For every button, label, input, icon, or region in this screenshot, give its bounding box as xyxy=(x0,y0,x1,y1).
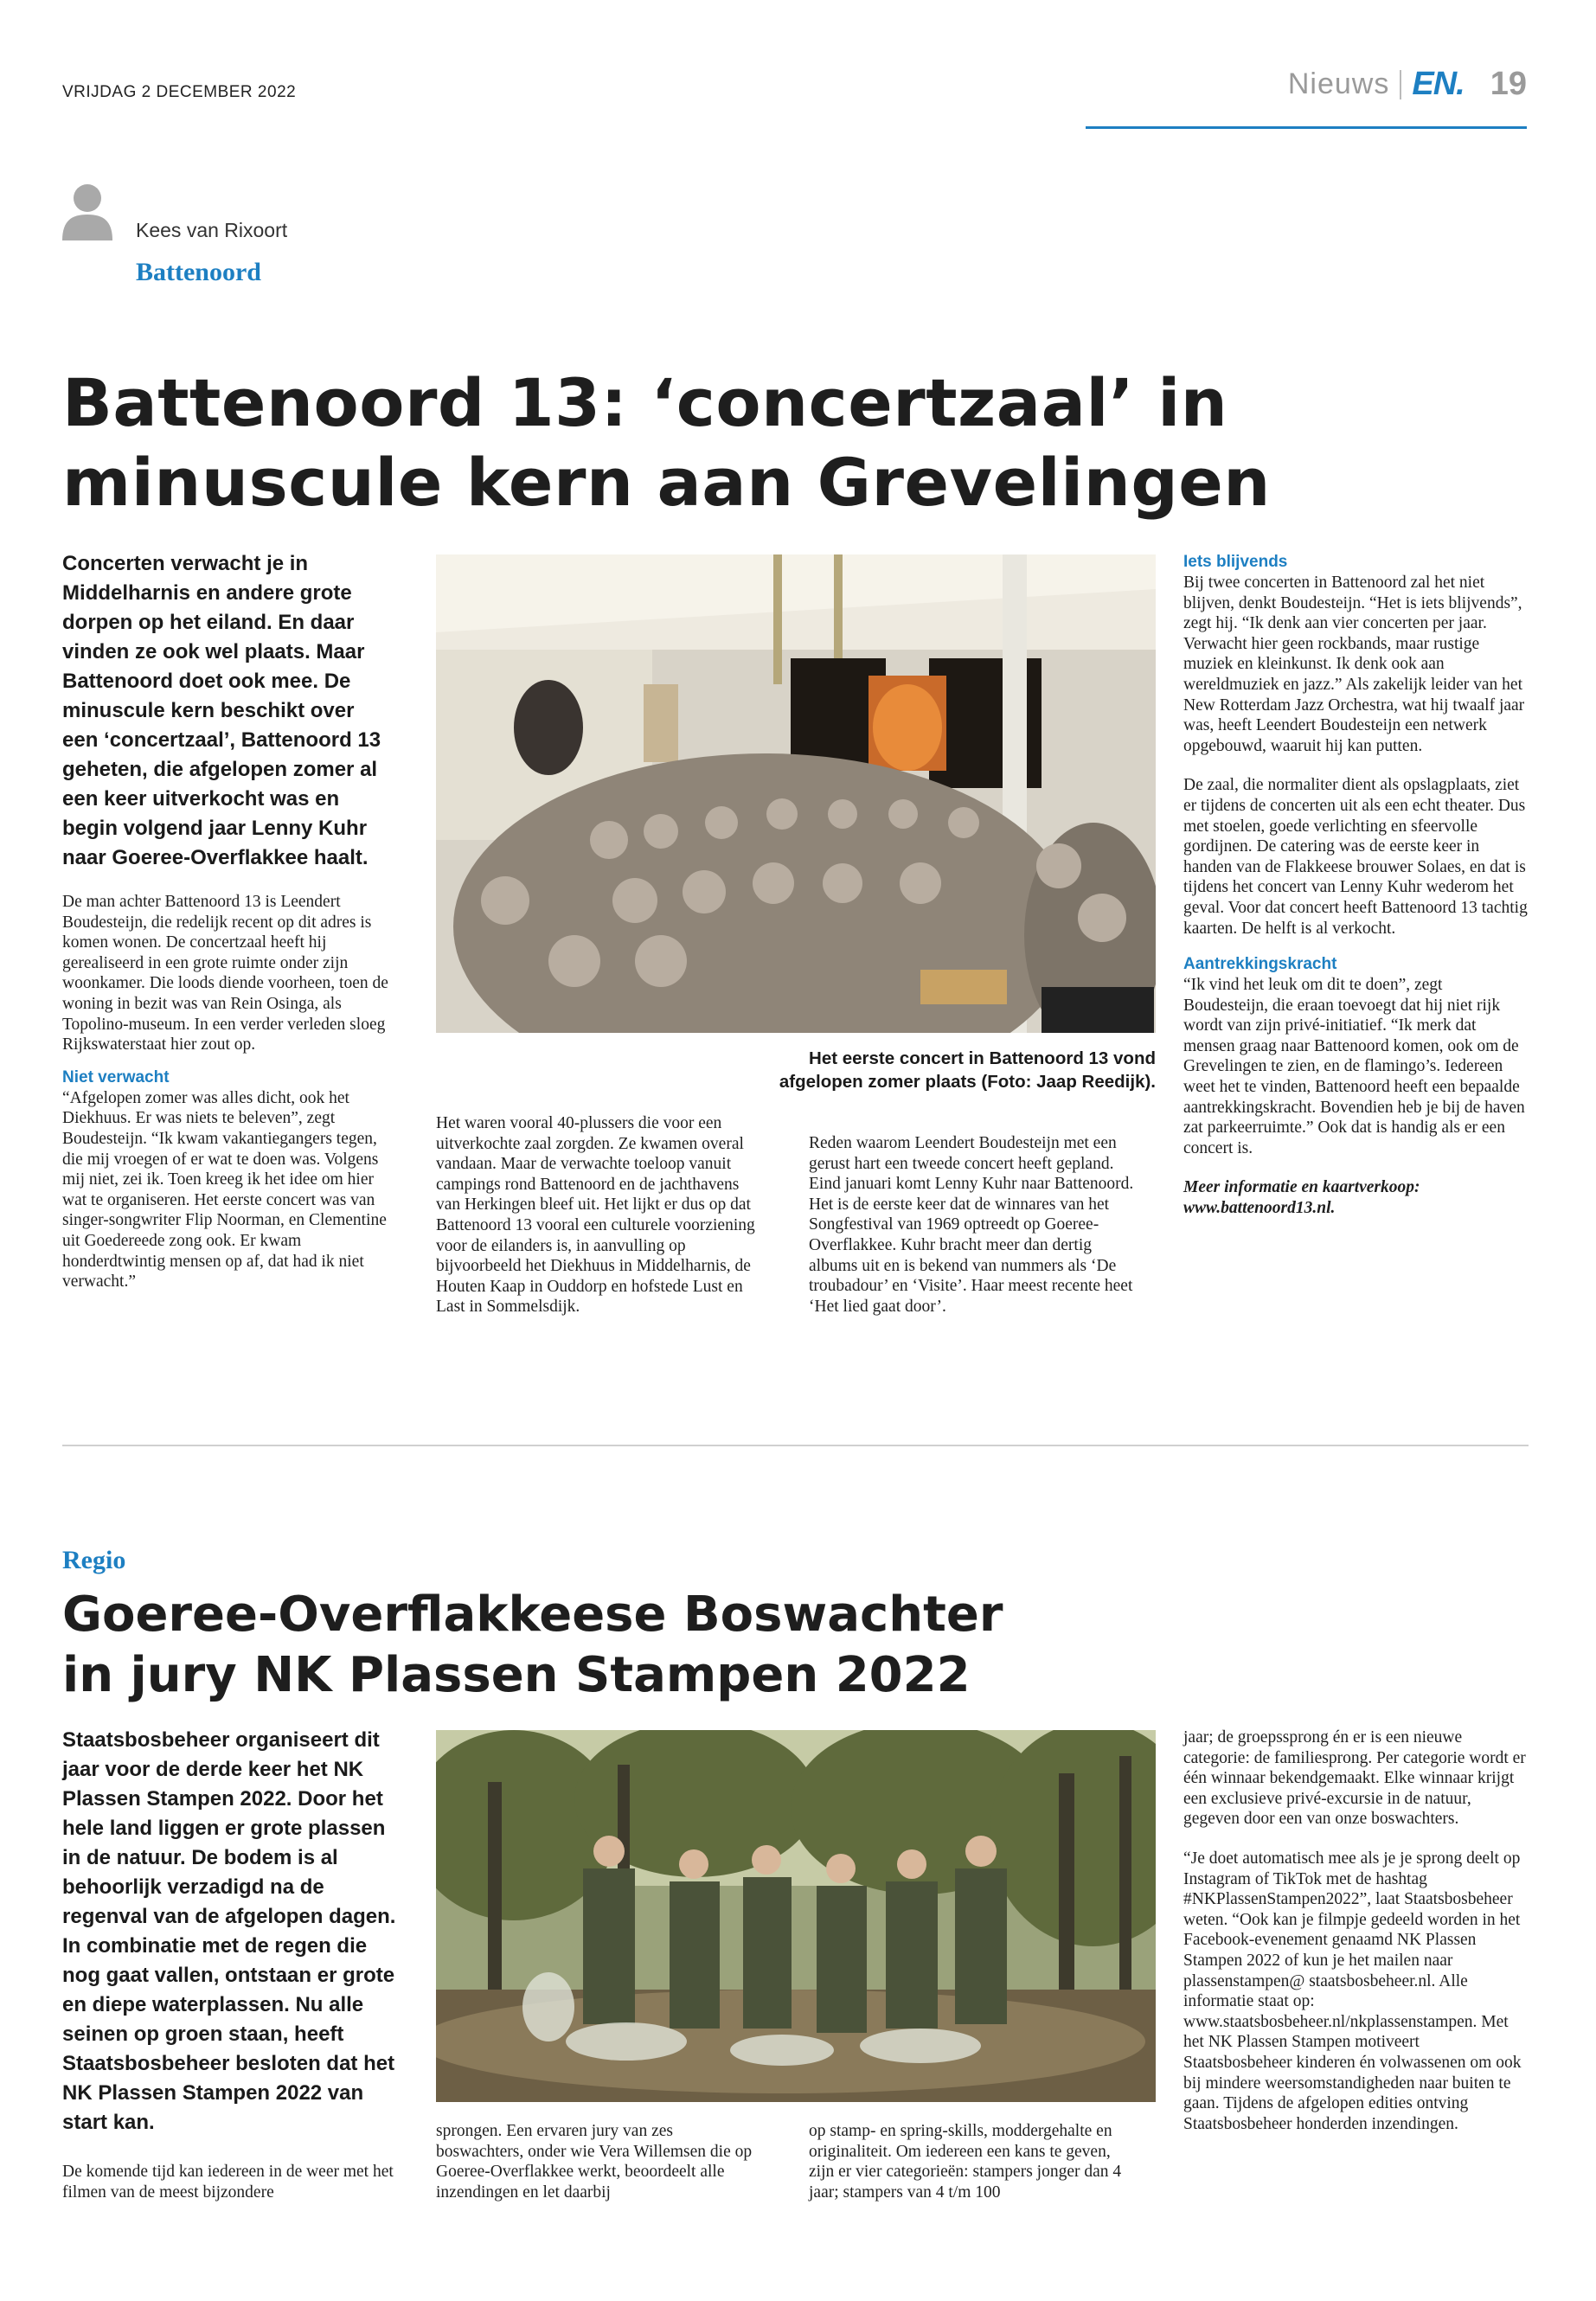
more-info-url[interactable]: www.battenoord13.nl. xyxy=(1183,1199,1336,1218)
article1-column-2 xyxy=(436,1113,765,1317)
article2-col1-para: De komende tijd kan iedereen in de weer met het filmen van de meest bijzondere xyxy=(62,2163,394,2202)
article2-headline xyxy=(62,1585,1014,1706)
header-rule xyxy=(1086,126,1527,129)
article1-column-4 xyxy=(1183,552,1529,1219)
more-info-label: Meer informatie en kaartverkoop: xyxy=(1183,1178,1420,1197)
article1-col3-para: Reden waarom Leendert Boudesteijn met een gerust hart een tweede concert heeft gepland. Eind januari komt Lenny Kuhr naar Battenoord. Het is de eerste keer dat de winnares van het Songfestival van 1969 optreedt op Goeree-Overflakkee. Kuhr bracht meer dan dertig albums uit en is bekend van nummers als ‘De troubadour’ en ‘Visite’. Haar meest recente heet ‘Het lied gaat door’. xyxy=(809,1134,1134,1316)
article2-col4-para1: jaar; de groepssprong én er is een nieuwe categorie: de familiesprong. Per categorie wordt er één winnaar bekendgemaakt. Elke winnaar krijgt een exclusieve privé-excursie in de natuur, gegeven door een van onze boswachters. xyxy=(1183,1728,1526,1829)
boswachters-photo xyxy=(436,1730,1156,2102)
article1-headline xyxy=(62,363,1360,522)
article2-column-4 xyxy=(1183,1727,1529,2134)
article1-subheading-aantrekkingskracht: Aantrekkingskracht xyxy=(1183,955,1337,974)
concert-photo-caption xyxy=(436,1047,1156,1093)
article1-more-info xyxy=(1183,1177,1529,1218)
article2-col4-para2: “Je doet automatisch mee als je je sprong deelt op Instagram of TikTok met de hashtag #NKPlassenStampen2022”, laat Staatsbosbeheer weten. “Ook kan je filmpje gedeeld worden in het Facebook-evenement genaamd NK Plassen Stampen 2022 of kun je het mailen naar plassenstampen@ staatsbosbeheer.nl. Alle informatie staat op: www.staatsbosbeheer.nl/nkplassenstampen. Met het NK Plassen Stampen motiveert Staatsbosbeheer kinderen én volwassenen om ook bij mindere weersomstandigheden naar buiten te gaan. Tijdens de afgelopen edities ontving Staatsbosbeheer honderden inzendingen. xyxy=(1183,1849,1522,2133)
concert-photo xyxy=(436,554,1156,1033)
article1-column-1 xyxy=(62,549,391,1292)
article2-col2-para: sprongen. Een ervaren jury van zes boswachters, onder wie Vera Willemsen die op Goeree-Overflakkee werkt, beoordeelt alle inzendingen en let daarbij xyxy=(436,2122,753,2202)
article2-intro: Staatsbosbeheer organiseert dit jaar voor de derde keer het NK Plassen Stampen 2022. Door het hele land liggen er grote plassen in de natuur. De bodem is al behoorlijk verzadigd na de regenval van de afgelopen dagen. In combinatie met de regen die nog gaat vallen, ontstaan er grote en diepe waterplassen. Nu alle seinen op groen staan, heeft Staatsbosbeheer besloten dat het NK Plassen Stampen 2022 van start kan. xyxy=(62,1728,396,2134)
article1-headline-line2: minuscule kern aan Grevelingen xyxy=(62,444,1271,521)
article1-col4-para1: Bij twee concerten in Battenoord zal het niet blijven, denkt Boudesteijn. “Het is iets blijvends”, zegt hij. “Ik denk aan vier concerten per jaar. Verwacht hier geen rockbands, maar rustige muziek en kleinkunst. Ik denk ook aan wereldmuziek en jazz.” Als zakelijk leider van het New Rotterdam Jazz Orchestra, wat hij twaalf jaar was, heeft Leendert Boudesteijn een netwerk opgebouwd, waaruit hij kan putten. xyxy=(1183,574,1525,755)
article2-column-2 xyxy=(436,2121,765,2202)
section-name: Nieuws xyxy=(1287,67,1390,100)
header-divider xyxy=(1400,70,1401,99)
article1-subheading-iets-blijvends: Iets blijvends xyxy=(1183,553,1288,571)
newspaper-logo: EN. xyxy=(1412,66,1465,102)
article-divider xyxy=(62,1445,1529,1446)
article1-col4-para2: De zaal, die normaliter dient als opslagplaats, ziet er tijdens de concerten uit als een echt theater. Dus met stoelen, goede verlichting en sfeervolle gordijnen. De catering was de eerste keer in handen van de Flakkeese brouwer Solaes, en dat is tijdens het concert van Lenny Kuhr wederom het geval. Voor dat concert heeft Battenoord 13 tachtig kaarten. De helft is al verkocht. xyxy=(1183,776,1528,938)
article2-headline-line2: in jury NK Plassen Stampen 2022 xyxy=(62,1647,971,1703)
page-header xyxy=(1288,66,1527,103)
author-name: Kees van Rixoort xyxy=(136,219,288,241)
article2-kicker: Regio xyxy=(62,1546,126,1574)
article2-column-1 xyxy=(62,1726,408,2202)
photo-caption-line2: afgelopen zomer plaats (Foto: Jaap Reedijk). xyxy=(779,1072,1156,1092)
article1-headline-line1: Battenoord 13: ‘concertzaal’ in xyxy=(62,364,1228,441)
article2-col3-para: op stamp- en spring-skills, moddergehalte en originaliteit. Om iedereen een kans te geven, zijn er vier categorieën: stampers jonger dan 4 jaar; stampers van 4 t/m 100 xyxy=(809,2122,1122,2202)
author-avatar-icon xyxy=(62,182,112,240)
article1-col4-para3: “Ik vind het leuk om dit te doen”, zegt Boudesteijn, die eraan toevoegt dat hij niet rijk wordt van zijn privé-initiatief. “Ik merk dat mensen graag naar Battenoord komen, ook om de Grevelingen te zien, en de flamingo’s. Iedereen weet het te vinden, Battenoord heeft een bepaalde aantrekkingskracht. Bovendien heb je bij de haven zat parkeerruimte.” Ook dat is handig als er een concert is. xyxy=(1183,976,1525,1157)
article1-col2-para: Het waren vooral 40-plussers die voor een uitverkochte zaal zorgden. Ze kwamen overal vandaan. Maar de verwachte toeloop vanuit campings rond Battenoord en de jachthavens van Herkingen bleef uit. Het lijkt er dus op dat Battenoord 13 vooral een culturele voorziening voor de eilanders is, in aanvulling op bijvoorbeeld het Diekhuus in Middelharnis, de Houten Kaap in Ouddorp en hofstede Lust en Last in Sommelsdijk. xyxy=(436,1114,755,1317)
article1-column-3 xyxy=(809,1133,1138,1317)
page-date: VRIJDAG 2 DECEMBER 2022 xyxy=(62,83,297,101)
page-number: 19 xyxy=(1490,66,1527,102)
article1-intro: Concerten verwacht je in Middelharnis en andere grote dorpen op het eiland. En daar vinden ze ook wel plaats. Maar Battenoord doet ook mee. De minuscule kern beschikt over een ‘concertzaal’, Battenoord 13 geheten, die afgelopen zomer al een keer uitverkocht was en begin volgend jaar Lenny Kuhr naar Goeree-Overflakkee haalt. xyxy=(62,552,381,869)
article1-col1-para2: “Afgelopen zomer was alles dicht, ook het Diekhuus. Er was niets te beleven”, zegt Boudesteijn. “Ik kwam vakantiegangers tegen, die mij vroegen of er wat te doen was. Volgens mij niet, zei ik. Toen kreeg ik het idee om hier wat te organiseren. Het eerste concert was van singer-songwriter Flip Noorman, en Clementine uit Goedereede zong ook. Er kwam honderdtwintig mensen op af, dat had ik niet verwacht.” xyxy=(62,1088,387,1292)
article1-col1-para1: De man achter Battenoord 13 is Leendert Boudesteijn, die redelijk recent op dit adres is komen wonen. De concertzaal heeft hij gerealiseerd in een grote ruimte onder zijn woonkamer. Die loods diende voorheen, toen de woning in bezit was van Rein Osinga, als Topolino-museum. In een verder verleden sloeg Rijkswaterstaat hier zout op. xyxy=(62,893,388,1054)
article1-kicker: Battenoord xyxy=(136,258,261,286)
article2-headline-line1: Goeree-Overflakkeese Boswachter xyxy=(62,1586,1003,1643)
article2-column-3 xyxy=(809,2121,1138,2202)
article1-subheading-niet-verwacht: Niet verwacht xyxy=(62,1067,170,1086)
photo-caption-line1: Het eerste concert in Battenoord 13 vond xyxy=(809,1048,1156,1068)
